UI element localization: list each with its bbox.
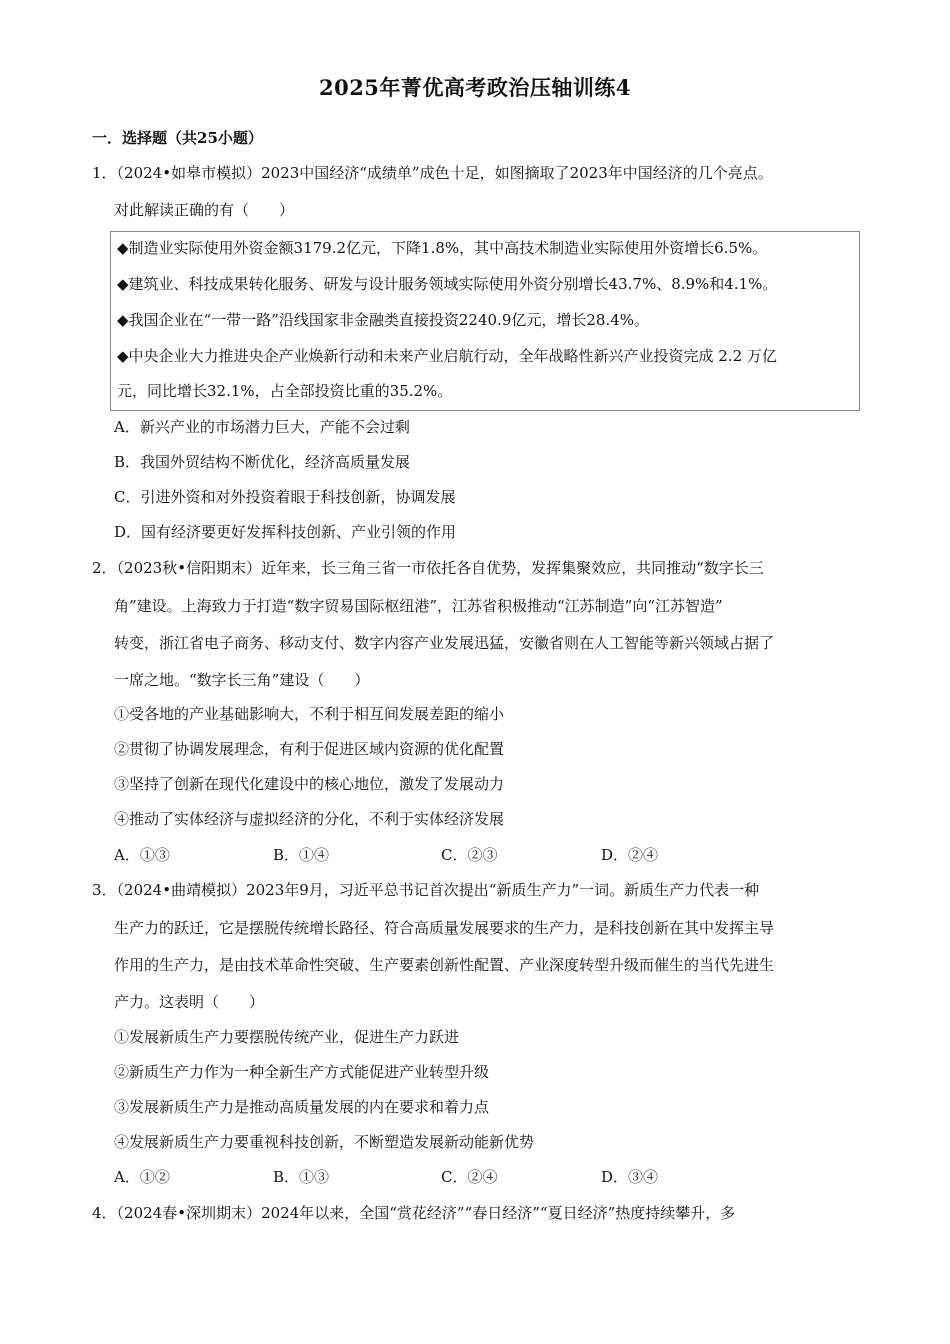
q3-option-c: C．②④ xyxy=(441,1168,498,1186)
q3-stem-line-2: 生产力的跃迁，它是摆脱传统增长路径、符合高质量发展要求的生产力，是科技创新在其中发挥主导 xyxy=(114,919,775,937)
q3-item-3: ③发展新质生产力是推动高质量发展的内在要求和着力点 xyxy=(114,1098,490,1116)
q2-stem-line-4: 一席之地。“数字长三角”建设（ ） xyxy=(114,671,370,689)
q2-item-3: ③坚持了创新在现代化建设中的核心地位，激发了发展动力 xyxy=(114,775,505,793)
q2-stem-line-2: 角”建设。上海致力于打造“数字贸易国际枢纽港”，江苏省积极推动“江苏制造”向“江苏智造” xyxy=(114,597,723,615)
q3-option-d: D．③④ xyxy=(601,1168,659,1186)
q2-option-c: C．②③ xyxy=(441,846,498,864)
q1-stem-line-1: 1．（2024•如皋市模拟）2023中国经济“成绩单”成色十足，如图摘取了2023年中国经济的几个亮点。 xyxy=(92,164,773,182)
q3-item-2: ②新质生产力作为一种全新生产方式能促进产业转型升级 xyxy=(114,1063,490,1081)
q1-box-line-5: 元，同比增长32.1%，占全部投资比重的35.2%。 xyxy=(117,382,453,400)
q1-option-d: D．国有经济要更好发挥科技创新、产业引领的作用 xyxy=(114,523,457,541)
q2-item-2: ②贯彻了协调发展理念，有利于促进区域内资源的优化配置 xyxy=(114,740,505,758)
q1-data-box xyxy=(110,231,860,411)
q2-option-a: A．①③ xyxy=(114,846,170,864)
q3-item-4: ④发展新质生产力要重视科技创新，不断塑造发展新动能新优势 xyxy=(114,1133,535,1151)
q1-stem-line-2: 对此解读正确的有（ ） xyxy=(114,201,295,219)
q3-option-a: A．①② xyxy=(114,1168,170,1186)
q2-item-4: ④推动了实体经济与虚拟经济的分化，不利于实体经济发展 xyxy=(114,810,505,828)
page-title: 2025年菁优高考政治压轴训练4 xyxy=(318,75,632,100)
q3-stem-line-3: 作用的生产力，是由技术革命性突破、生产要素创新性配置、产业深度转型升级而催生的当代先进生 xyxy=(114,956,775,974)
q1-box-line-4: ◆中央企业大力推进央企产业焕新行动和未来产业启航行动，全年战略性新兴产业投资完成 2.2 万亿 xyxy=(117,347,777,365)
q3-stem-line-1: 3．（2024•曲靖模拟）2023年9月，习近平总书记首次提出“新质生产力”一词。新质生产力代表一种 xyxy=(92,881,760,899)
q3-item-1: ①发展新质生产力要摆脱传统产业，促进生产力跃进 xyxy=(114,1028,460,1046)
q1-box-line-3: ◆我国企业在“一带一路”沿线国家非金融类直接投资2240.9亿元，增长28.4%。 xyxy=(117,311,650,329)
q3-stem-line-4: 产力。这表明（ ） xyxy=(114,993,265,1011)
q2-option-d: D．②④ xyxy=(601,846,659,864)
q2-stem-line-1: 2．（2023秋•信阳期末）近年来，长三角三省一市依托各自优势，发挥集聚效应，共同推动“数字长三 xyxy=(92,559,764,577)
q2-option-b: B．①④ xyxy=(273,846,330,864)
q1-box-line-2: ◆建筑业、科技成果转化服务、研发与设计服务领域实际使用外资分别增长43.7%、8.9%和4.1%。 xyxy=(117,275,778,293)
section-heading: 一．选择题（共25小题） xyxy=(92,129,263,147)
q1-option-b: B．我国外贸结构不断优化，经济高质量发展 xyxy=(114,453,411,471)
q2-item-1: ①受各地的产业基础影响大，不利于相互间发展差距的缩小 xyxy=(114,705,505,723)
q1-box-line-1: ◆制造业实际使用外资金额3179.2亿元，下降1.8%，其中高技术制造业实际使用外资增长6.5%。 xyxy=(117,239,768,257)
q2-stem-line-3: 转变，浙江省电子商务、移动支付、数字内容产业发展迅猛，安徽省则在人工智能等新兴领域占据了 xyxy=(114,634,775,652)
q3-option-b: B．①③ xyxy=(273,1168,330,1186)
q4-stem-line-1: 4．（2024春•深圳期末）2024年以来，全国“赏花经济”“春日经济”“夏日经济”热度持续攀升，多 xyxy=(92,1204,736,1222)
q1-option-a: A．新兴产业的市场潜力巨大，产能不会过剩 xyxy=(114,418,410,436)
q1-option-c: C．引进外资和对外投资着眼于科技创新，协调发展 xyxy=(114,488,456,506)
